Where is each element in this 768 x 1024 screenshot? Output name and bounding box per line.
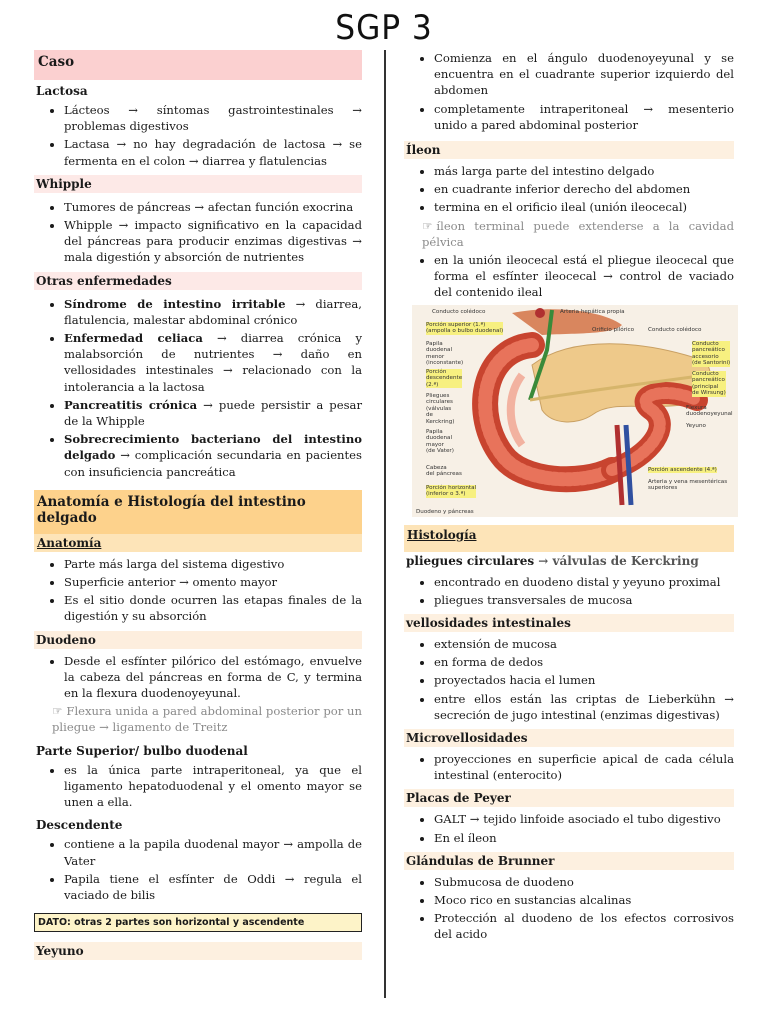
disease-description: → diarrea, flatulencia, malestar abdominal crónico xyxy=(64,296,362,327)
list-item: • en forma de dedos xyxy=(434,654,734,670)
figure-label: Cabeza del páncreas xyxy=(426,464,462,478)
duodeno-pancreas-figure xyxy=(412,305,738,517)
parte-superior-list xyxy=(34,762,362,811)
figure-label: Papila duodenal menor (inconstante) xyxy=(426,340,464,367)
figure-label: Pliegues circulares (válvulas de Kerckring) xyxy=(426,392,455,426)
list-item: • completamente intraperitoneal → mesenterio unido a pared abdominal posterior xyxy=(434,101,734,133)
figure-label: Conducto pancreático (principal de Wirsung) xyxy=(692,370,726,397)
figure-label: Arteria hepática propia xyxy=(560,308,625,315)
pointing-hand-icon: ☞ xyxy=(52,704,63,719)
subheading-otras-enfermedades: Otras enfermedades xyxy=(34,272,362,290)
left-column xyxy=(34,50,362,964)
subheading-microvellosidades: Microvellosidades xyxy=(404,729,734,747)
list-item: • encontrado en duodeno distal y yeyuno proximal xyxy=(434,574,734,590)
subheading-whipple: Whipple xyxy=(34,175,362,193)
figure-label: Orificio pilórico xyxy=(592,326,635,333)
subheading-pliegues-circulares xyxy=(406,554,734,568)
ileon-list xyxy=(404,163,734,301)
list-item: • proyectados hacia el lumen xyxy=(434,672,734,688)
disease-name: Pancreatitis crónica xyxy=(64,397,198,412)
list-item: • Lactasa → no hay degradación de lactosa → se fermenta en el colon → diarrea y flatulencias xyxy=(64,136,362,168)
disease-name: Sobrecrecimiento bacteriano del intestino delgado xyxy=(64,432,362,463)
subheading-descendente: Descendente xyxy=(36,818,123,833)
list-item: • Tumores de páncreas → afectan función exocrina xyxy=(64,199,362,215)
figure-caption: Duodeno y páncreas xyxy=(416,508,474,515)
list-item: • Moco rico en sustancias alcalinas xyxy=(434,892,734,908)
duodeno-list xyxy=(34,653,362,736)
glandulas-brunner-list xyxy=(404,874,734,943)
subheading-lactosa: Lactosa xyxy=(36,84,88,98)
subheading-parte-superior: Parte Superior/ bulbo duodenal xyxy=(36,743,248,758)
subheading-glandulas-brunner: Glándulas de Brunner xyxy=(404,852,734,870)
section-heading-anatomia-histologia: Anatomía e Histología del intestino delgado xyxy=(34,490,362,534)
disease-description: → diarrea crónica y malabsorción de nutrientes → daño en vellosidades intestinales → relacionado con la intolerancia a la lactosa xyxy=(64,331,362,394)
subheading-vellosidades: vellosidades intestinales xyxy=(404,614,734,632)
subheading-duodeno: Duodeno xyxy=(34,631,362,649)
figure-label: Papila duodenal mayor (de Vater) xyxy=(426,428,454,455)
list-item: • En el íleon xyxy=(434,830,734,846)
figure-label: Conducto colédoco xyxy=(432,308,486,315)
descendente-list xyxy=(34,836,362,903)
pliegues-heading-text: pliegues circulares xyxy=(406,553,535,568)
figure-label: Porción superior (1.ª) (ampolla o bulbo duodenal) xyxy=(426,321,504,335)
figure-label: Yeyuno xyxy=(686,422,706,429)
sub-note-text: Flexura unida a pared abdominal posterior por un pliegue → ligamento de Treitz xyxy=(52,704,362,735)
list-item xyxy=(64,431,362,480)
list-item: • Comienza en el ángulo duodenoyeyunal y se encuentra en el cuadrante superior izquierdo del abdomen xyxy=(434,50,734,99)
list-item xyxy=(64,397,362,429)
sub-note xyxy=(52,703,362,735)
pointing-hand-icon: ☞ xyxy=(422,218,433,233)
list-item: • Submucosa de duodeno xyxy=(434,874,734,890)
disease-description: → complicación secundaria en pacientes con insuficiencia pancreática xyxy=(64,448,362,479)
list-item: • Es el sitio donde ocurren las etapas finales de la digestión y su absorción xyxy=(64,592,362,624)
column-divider xyxy=(384,50,386,998)
list-item xyxy=(64,330,362,395)
list-item: • Superficie anterior → omento mayor xyxy=(64,574,362,590)
list-item: • entre ellos están las criptas de Lieberkühn → secreción de jugo intestinal (enzimas digestivas) xyxy=(434,691,734,723)
yeyuno-list xyxy=(404,50,734,133)
subheading-yeyuno: Yeyuno xyxy=(34,942,362,960)
whipple-list xyxy=(34,199,362,266)
list-item: • más larga parte del intestino delgado xyxy=(434,163,734,179)
subheading-anatomia: Anatomía xyxy=(34,534,362,552)
subheading-ileon: Íleon xyxy=(404,141,734,159)
list-item xyxy=(64,296,362,328)
list-item: • Papila tiene el esfínter de Oddi → regula el vaciado de bilis xyxy=(64,871,362,903)
dato-callout: DATO: otras 2 partes son horizontal y ascendente xyxy=(34,913,362,932)
list-item: • termina en el orificio ileal (unión ileocecal) xyxy=(434,199,734,215)
figure-label: Flexura duodenoyeyunal xyxy=(686,404,733,418)
list-item: • Parte más larga del sistema digestivo xyxy=(64,556,362,572)
list-item: • extensión de mucosa xyxy=(434,636,734,652)
vellosidades-list xyxy=(404,636,734,723)
right-column xyxy=(404,50,734,947)
list-item: • proyecciones en superficie apical de cada célula intestinal (enterocito) xyxy=(434,751,734,783)
figure-label: Conducto colédoco xyxy=(648,326,702,333)
page-title: SGP 3 xyxy=(335,8,433,48)
subheading-histologia: Histología xyxy=(404,525,734,552)
figure-label: Porción horizontal (inferior o 3.ª) xyxy=(426,484,477,498)
microvellosidades-list xyxy=(404,751,734,783)
list-item: • Protección al duodeno de los efectos corrosivos del acido xyxy=(434,910,734,942)
list-item: • en cuadrante inferior derecho del abdomen xyxy=(434,181,734,197)
lactosa-list xyxy=(34,102,362,169)
list-item: • en la unión ileocecal está el pliegue ileocecal que forma el esfínter ileocecal → control de vaciado del contenido ileal xyxy=(434,252,734,301)
subheading-placas-peyer: Placas de Peyer xyxy=(404,789,734,807)
list-item: • es la única parte intraperitoneal, ya que el ligamento hepatoduodenal y el omento mayor se unen a ella. xyxy=(64,762,362,811)
list-item: • pliegues transversales de mucosa xyxy=(434,592,734,608)
section-heading-caso: Caso xyxy=(34,50,362,80)
disease-name: Síndrome de intestino irritable xyxy=(64,296,286,311)
sub-note-text: íleon terminal puede extenderse a la cavidad pélvica xyxy=(422,218,734,249)
anatomia-list xyxy=(34,556,362,625)
pliegues-heading-accent: → válvulas de Kerckring xyxy=(538,553,699,568)
figure-label: Porción ascendente (4.ª) xyxy=(648,466,717,473)
figure-label: Arteria y vena mesentéricas superiores xyxy=(648,478,728,492)
placas-peyer-list xyxy=(404,811,734,845)
otras-enfermedades-list xyxy=(34,296,362,480)
list-item: • Desde el esfínter pilórico del estómago, envuelve la cabeza del páncreas en forma de C, y termina en la flexura duodenoyeyunal. xyxy=(64,653,362,702)
figure-label: Porción descendente (2.ª) xyxy=(426,368,463,388)
disease-description: → puede persistir a pesar de la Whipple xyxy=(64,397,362,429)
list-item: • contiene a la papila duodenal mayor → ampolla de Vater xyxy=(64,836,362,868)
list-item: • GALT → tejido linfoide asociado el tubo digestivo xyxy=(434,811,734,827)
figure-label: Conducto pancreático accesorio (de Santorini) xyxy=(692,340,731,367)
list-item: • Lácteos → síntomas gastrointestinales → problemas digestivos xyxy=(64,102,362,134)
list-item: • Whipple → impacto significativo en la capacidad del páncreas para producir enzimas digestivas → mala digestión y absorción de nutrientes xyxy=(64,217,362,266)
pliegues-list xyxy=(404,574,734,608)
sub-note xyxy=(422,218,734,250)
disease-name: Enfermedad celiaca xyxy=(64,331,203,346)
